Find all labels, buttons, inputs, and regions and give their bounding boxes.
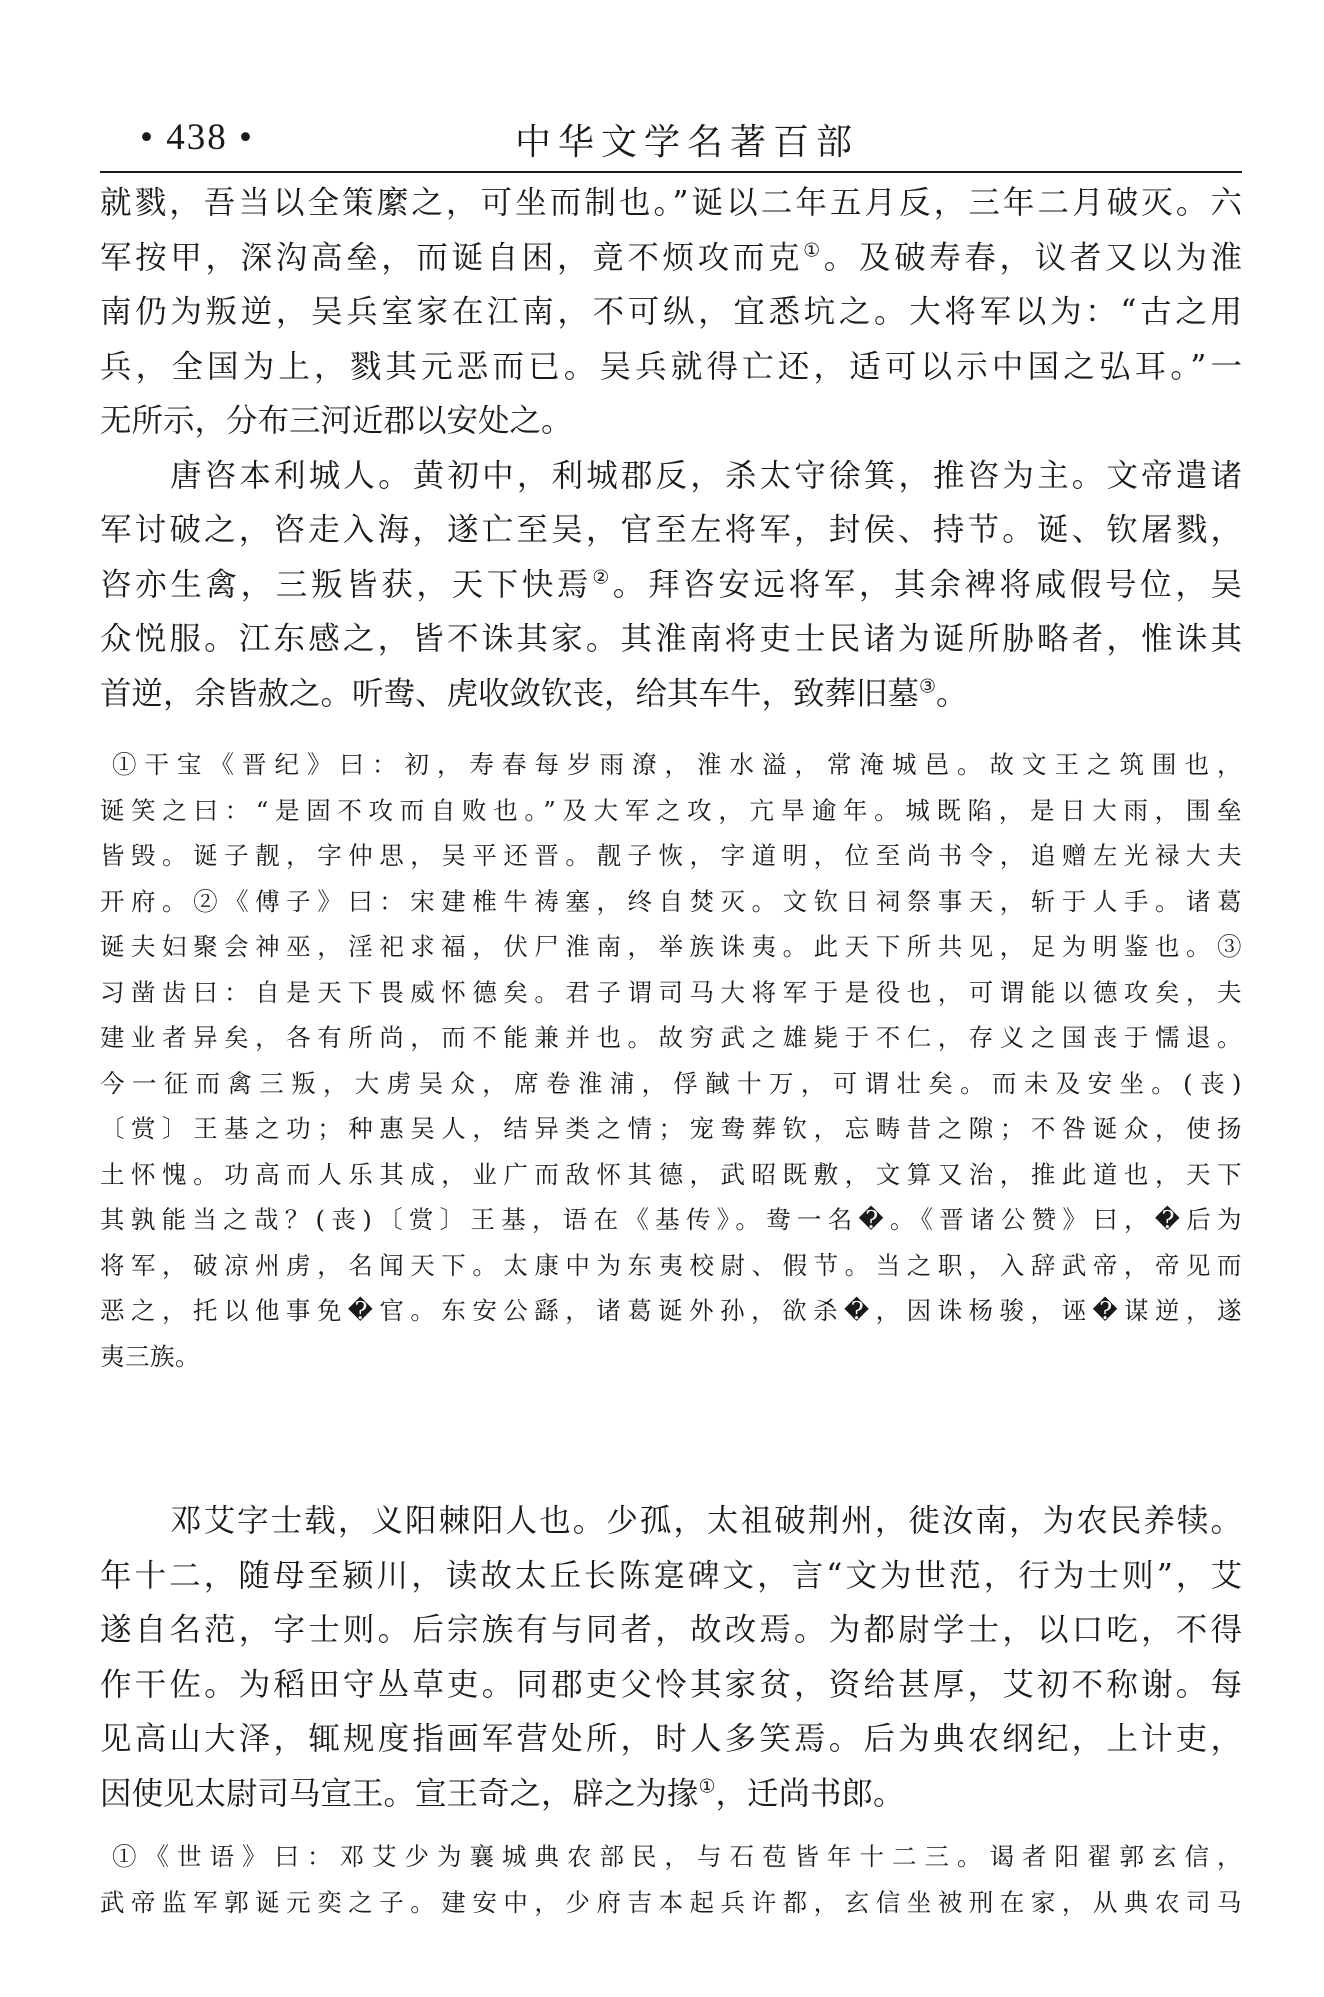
text-line: 年十二，随母至颍川，读故太丘长陈寔碑文，言“文为世范，行为士则”，艾 [100,1557,1242,1594]
main-text-section-1 [100,176,1242,721]
note-line: 开府。②《傅子》曰：宋建椎牛祷塞，终自焚灭。文钦日祠祭事天，斩于人手。诸葛 [100,886,1242,916]
text-line: 邓艾字士载，义阳棘阳人也。少孤，太祖破荆州，徙汝南，为农民养犊。 [170,1503,1242,1539]
text-line: 遂自名范，字士则。后宗族有与同者，故改焉。为都尉学士，以口吃，不得 [100,1612,1242,1648]
note-line: ①《世语》曰：邓艾少为襄城典农部民，与石苞皆年十二三。谒者阳翟郭玄信， [112,1842,1242,1871]
text-line: 军讨破之，咨走入海，遂亡至吴，官至左将军，封侯、持节。诞、钦屠戮， [100,512,1242,548]
note-line: 土怀愧。功高而人乐其成，业广而敌怀其德，武昭既敷，文算又治，推此道也，天下 [100,1159,1242,1189]
footnote-marker: ① [698,1775,716,1798]
page-number: • 438 • [140,117,254,158]
text-line: 就戮，吾当以全策縻之，可坐而制也。”诞以二年五月反，三年二月破灭。六 [100,185,1242,221]
footnotes-section-1 [100,742,1242,1379]
note-line: 其孰能当之哉？(丧)〔赏〕王基，语在《基传》。鸯一名�。《晋诸公赞》曰，�后为 [100,1205,1242,1234]
text-line: 唐咨本利城人。黄初中，利城郡反，杀太守徐箕，推咨为主。文帝遣诸 [170,457,1242,494]
footnotes-section-2 [100,1834,1242,1925]
text-line: 作干佐。为稻田守丛草吏。同郡吏父怜其家贫，资给甚厚，艾初不称谢。每 [100,1666,1242,1703]
note-line: 诞夫妇聚会神巫，淫祀求福，伏尸淮南，举族诛夷。此天下所共见，足为明鉴也。③ [100,932,1242,961]
note-line: 将军，破凉州虏，名闻天下。太康中为东夷校尉、假节。当之职，入辞武帝，帝见而 [100,1250,1242,1280]
note-line: 武帝监军郭诞元奕之子。建安中，少府吉本起兵许都，玄信坐被刑在家，从典农司马 [100,1887,1242,1917]
text-line: 南仍为叛逆，吴兵室家在江南，不可纵，宜悉坑之。大将军以为：“古之用 [100,294,1242,330]
footnote-marker: ① [803,239,824,262]
footnote-marker: ② [592,566,613,589]
main-text-section-2 [100,1494,1242,1821]
note-line: 〔赏〕王基之功；种惠吴人，结异类之情；宠鸯葬钦，忘畴昔之隙；不咎诞众，使扬 [100,1114,1242,1143]
text-line: 因使见太尉司马宣王。宣王奇之，辟之为掾①，迁尚书郎。 [100,1775,905,1812]
book-title: 中华文学名著百部 [515,122,860,163]
text-line: 见高山大泽，辄规度指画军营处所，时人多笑焉。后为典农纲纪，上计吏， [100,1721,1242,1757]
note-line: ①干宝《晋纪》曰：初，寿春每岁雨潦，淮水溢，常淹城邑。故文王之筑围也， [112,750,1242,779]
note-line: 习凿齿曰：自是天下畏威怀德矣。君子谓司马大将军于是役也，可谓能以德攻矣，夫 [100,977,1242,1007]
running-header [100,108,1242,170]
note-line: 今一征而禽三叛，大虏吴众，席卷淮浦，俘馘十万，可谓壮矣。而未及安坐。(丧) [100,1068,1242,1098]
note-line: 恶之，托以他事免�官。东安公繇，诸葛诞外孙，欲杀�，因诛杨骏，诬�谋逆，遂 [100,1296,1242,1325]
text-line: 众悦服。江东感之，皆不诛其家。其淮南将吏士民诸为诞所胁略者，惟诛其 [100,621,1242,657]
text-line: 兵，全国为上，戮其元恶而已。吴兵就得亡还，适可以示中国之弘耳。”一 [100,348,1242,385]
footnote-marker: ③ [919,675,936,698]
note-line: 皆毁。诞子靓，字仲思，吴平还晋。靓子恢，字道明，位至尚书令，追赠左光禄大夫 [100,841,1242,870]
text-line: 军按甲，深沟高垒，而诞自困，竟不烦攻而克①。及破寿春，议者又以为淮 [100,239,1242,276]
text-line: 无所示，分布三河近郡以安处之。 [100,403,573,439]
note-line: 诞笑之曰：“是固不攻而自败也。”及大军之攻，亢旱逾年。城既陷，是日大雨，围垒 [100,795,1242,825]
header-rule [100,171,1242,173]
note-line: 夷三族。 [100,1341,200,1371]
text-line: 首逆，余皆赦之。听鸯、虎收敛钦丧，给其车牛，致葬旧墓③。 [100,675,968,712]
text-line: 咨亦生禽，三叛皆获，天下快焉②。拜咨安远将军，其余裨将咸假号位，吴 [100,566,1242,603]
note-line: 建业者异矣，各有所尚，而不能兼并也。故穷武之雄毙于不仁，存义之国丧于懦退。 [100,1023,1242,1052]
